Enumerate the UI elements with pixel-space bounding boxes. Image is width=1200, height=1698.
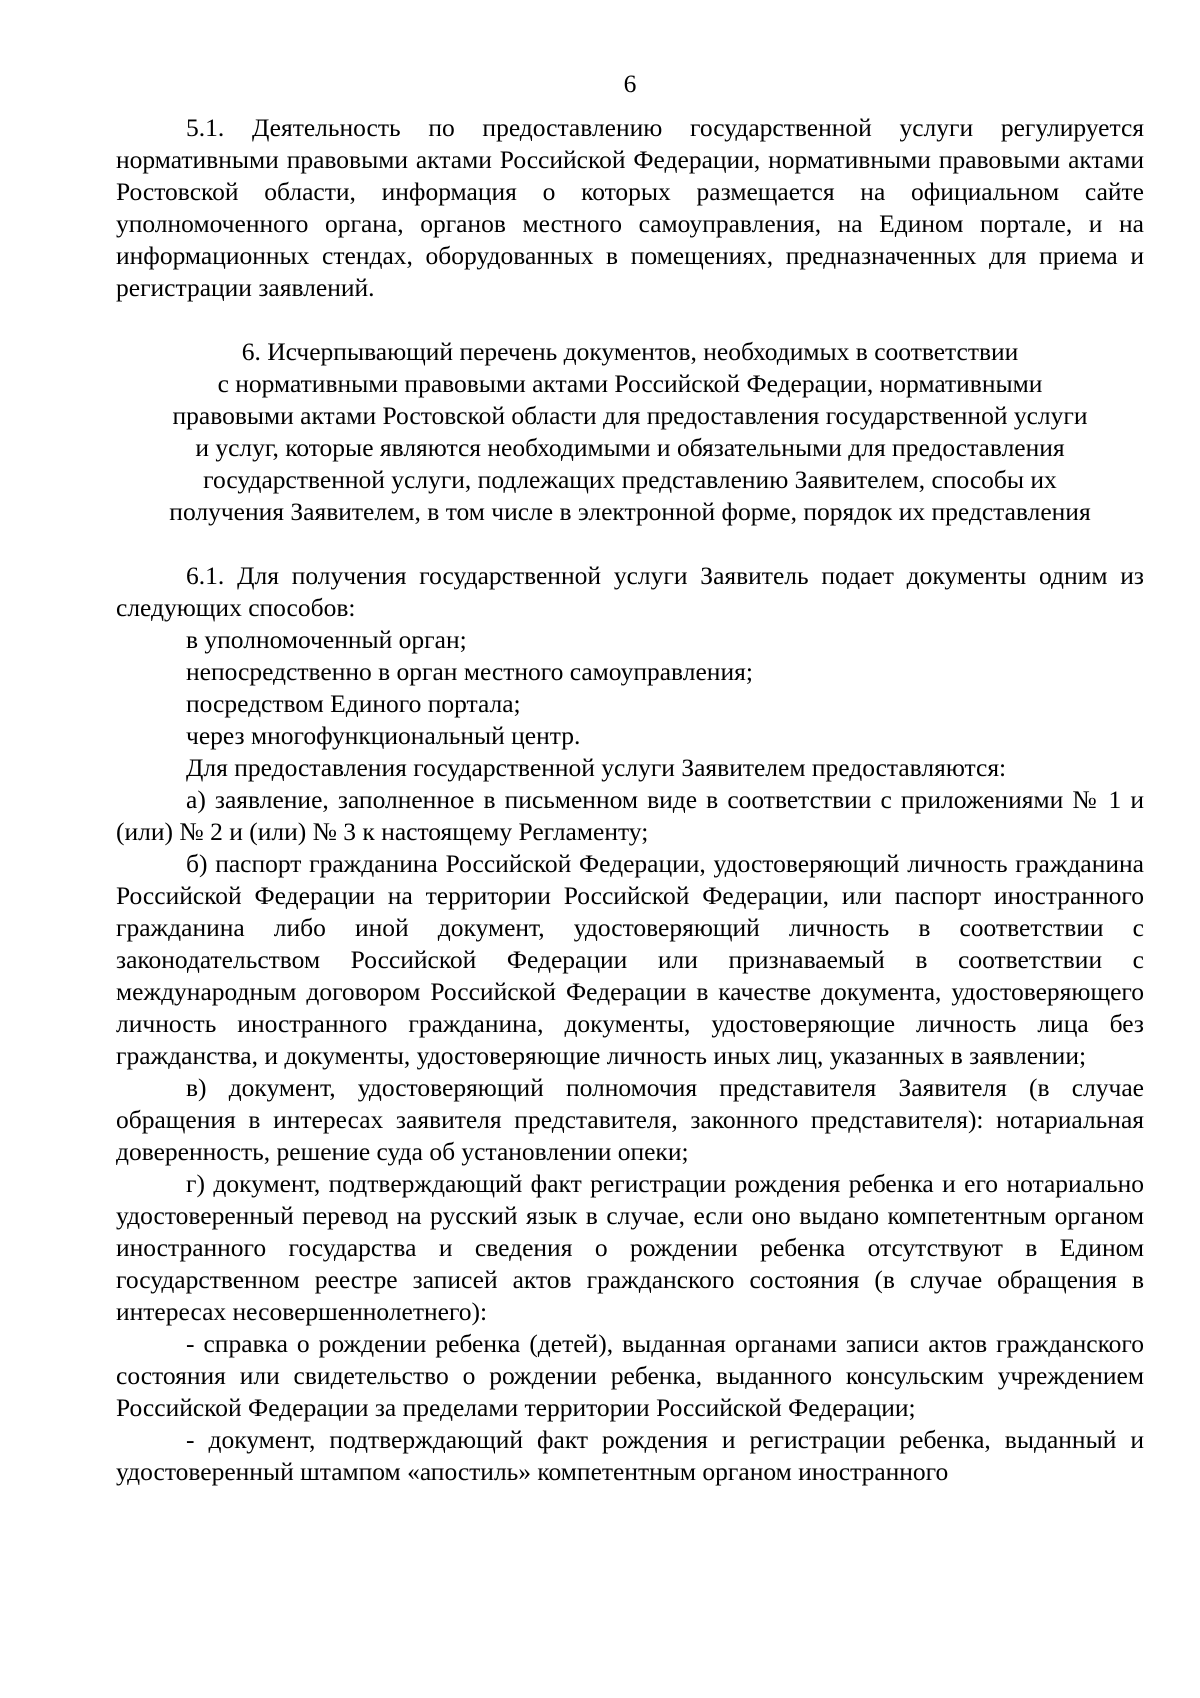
section-heading <box>116 336 1144 528</box>
paragraph-6-1: 6.1. Для получения государственной услуги Заявитель подает документы одним из следующих способов: <box>116 561 1144 622</box>
page-number: 6 <box>623 69 637 98</box>
list-item-dash: - документ, подтверждающий факт рождения и регистрации ребенка, выданный и удостоверенный штампом «апостиль» компетентным органом иностранного <box>116 1425 1144 1486</box>
heading-line: и услуг, которые являются необходимыми и обязательными для предоставления <box>195 433 1065 462</box>
list-item-b: б) паспорт гражданина Российской Федерации, удостоверяющий личность гражданина Российской Федерации на территории Российской Федерации, или паспорт иностранного гражданина либо иной документ, удостоверяющий личность в соответствии с законодательством Российской Федерации или признаваемый в соответствии с международным договором Российской Федерации в качестве документа, удостоверяющего личность иностранного гражданина, документы, удостоверяющие личность лица без гражданства, и документы, удостоверяющие личность иных лиц, указанных в заявлении; <box>116 849 1144 1070</box>
list-item: через многофункциональный центр. <box>186 721 581 750</box>
heading-line: 6. Исчерпывающий перечень документов, необходимых в соответствии <box>241 337 1019 366</box>
paragraph-5-1: 5.1. Деятельность по предоставлению государственной услуги регулируется нормативными правовыми актами Российской Федерации, нормативными правовыми актами Ростовской области, информация о которых размещается на официальном сайте уполномоченного органа, органов местного самоуправления, на Едином портале, и на информационных стендах, оборудованных в помещениях, предназначенных для приема и регистрации заявлений. <box>116 113 1144 302</box>
section-body <box>116 560 1144 1488</box>
heading-line: с нормативными правовыми актами Российской Федерации, нормативными <box>217 369 1043 398</box>
heading-line: получения Заявителем, в том числе в электронной форме, порядок их представления <box>169 497 1091 526</box>
heading-line: правовыми актами Ростовской области для предоставления государственной услуги <box>172 401 1088 430</box>
list-item-g: г) документ, подтверждающий факт регистрации рождения ребенка и его нотариально удостоверенный перевод на русский язык в случае, если оно выдано компетентным органом иностранного государства и сведения о рождении ребенка отсутствуют в Едином государственном реестре записей актов гражданского состояния (в случае обращения в интересах несовершеннолетнего): <box>116 1169 1144 1326</box>
spacer <box>116 528 1144 560</box>
list-item: в уполномоченный орган; <box>186 625 467 654</box>
list-item-a: а) заявление, заполненное в письменном виде в соответствии с приложениями № 1 и (или) № 2 и (или) № 3 к настоящему Регламенту; <box>116 785 1144 846</box>
list-item: посредством Единого портала; <box>186 689 521 718</box>
list-item-dash: - справка о рождении ребенка (детей), выданная органами записи актов гражданского состояния или свидетельство о рождении ребенка, выданного консульским учреждением Российской Федерации за пределами территории Российской Федерации; <box>116 1329 1144 1422</box>
list-item: непосредственно в орган местного самоуправления; <box>186 657 753 686</box>
paragraph: Для предоставления государственной услуги Заявителем предоставляются: <box>186 753 1007 782</box>
spacer <box>116 304 1144 336</box>
document-page <box>116 68 1144 1488</box>
list-item-v: в) документ, удостоверяющий полномочия представителя Заявителя (в случае обращения в интересах заявителя представителя, законного представителя): нотариальная доверенность, решение суда об установлении опеки; <box>116 1073 1144 1166</box>
heading-line: государственной услуги, подлежащих представлению Заявителем, способы их <box>203 465 1057 494</box>
